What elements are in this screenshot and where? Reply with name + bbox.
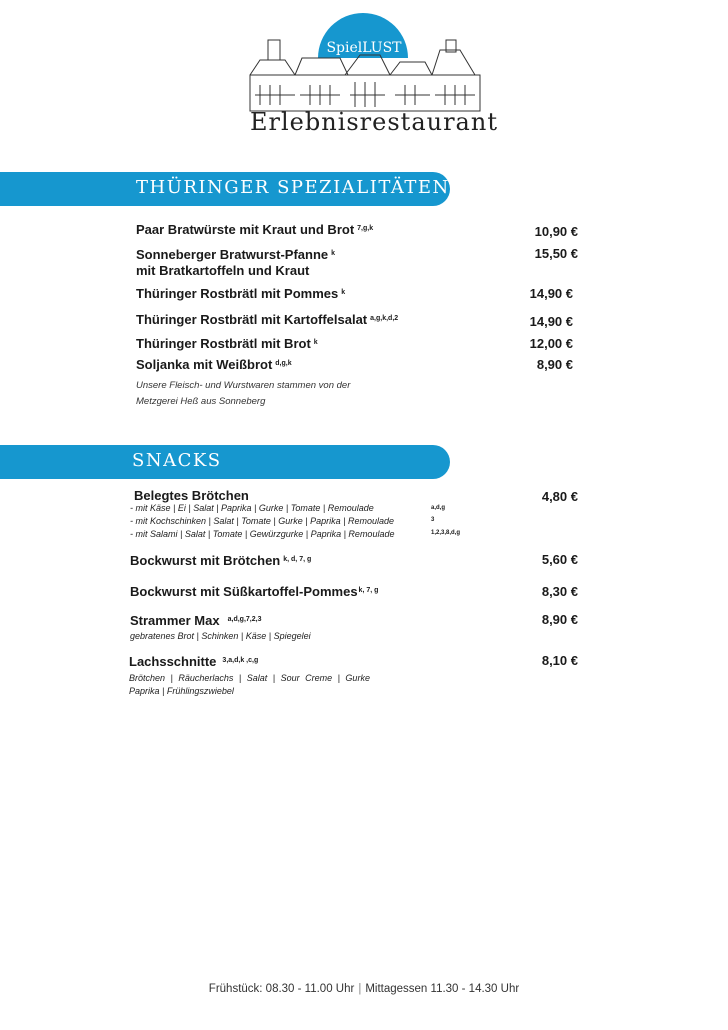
item-description: Paprika | Frühlingszwiebel [129,686,234,696]
menu-item: Thüringer Rostbrätl mit Kartoffelsalat $^{a,g,k,d,2}$ [136,312,399,327]
menu-price: 8,90 € [536,357,573,372]
menu-price: 14,90 € [529,314,573,329]
menu-price: 8,90 € [541,612,578,627]
menu-price: 4,80 € [541,489,578,504]
menu-item: Belegtes Brötchen [134,488,249,503]
item-description: Brötchen | Räucherlachs | Salat | Sour Creme | Gurke [129,673,370,683]
variant-line: - mit Kochschinken | Salat | Tomate | Gurke | Paprika | Remoulade [130,516,394,526]
opening-hours [0,983,728,995]
separator: | [358,983,362,995]
menu-price: 5,60 € [541,552,578,567]
menu-item: Bockwurst mit Brötchen $^{k, d, 7, g}$ [130,553,312,568]
menu-item: Strammer Max $^{a,d,g,7,2,3}$ [130,613,262,628]
menu-item: Paar Bratwürste mit Kraut und Brot $^{7,g,k}$ [136,222,374,237]
menu-item: Sonneberger Bratwurst-Pfanne $^k$ mit Bratkartoffeln und Kraut [136,247,336,278]
menu-price: 12,00 € [529,336,573,351]
menu-item: Bockwurst mit Süßkartoffel-Pommes$^{k, 7, g}$ [130,584,379,599]
menu-price: 15,50 € [534,246,578,261]
menu-price: 8,10 € [541,653,578,668]
menu-item: Soljanka mit Weißbrot $^{d,g,k}$ [136,357,292,372]
section-title: THÜRINGER SPEZIALITÄTEN [136,177,450,198]
allergen-tag: 1,2,3,8,d,g [431,530,461,536]
menu-price: 8,30 € [541,584,578,599]
section-title: SNACKS [132,450,222,471]
menu-item: Thüringer Rostbrätl mit Brot $^k$ [136,336,318,351]
section-header-snacks [0,445,450,479]
section-header-thueringer [0,172,450,206]
logo-brand: SpielLUST [326,40,402,56]
variant-line: - mit Salami | Salat | Tomate | Gewürzgurke | Paprika | Remoulade [130,529,395,539]
menu-item: Lachsschnitte $^{3,a,d,k ,c,g}$ [129,654,259,669]
allergen-tag: 3 [431,517,435,523]
menu-price: 14,90 € [529,286,573,301]
allergen-tag: a,d,g [431,505,446,511]
menu-item: Thüringer Rostbrätl mit Pommes $^k$ [136,286,346,301]
lunch-hours: Mittagessen 11.30 - 14.30 Uhr [365,983,520,995]
logo-subtitle: Erlebnisrestaurant [250,108,498,136]
menu-price: 10,90 € [534,224,578,239]
source-note: Unsere Fleisch- und Wurstwaren stammen von der Metzgerei Heß aus Sonneberg [136,380,351,407]
variant-line: - mit Käse | Ei | Salat | Paprika | Gurke | Tomate | Remoulade [130,503,374,513]
item-description: gebratenes Brot | Schinken | Käse | Spiegelei [130,631,311,641]
breakfast-hours: Frühstück: 08.30 - 11.00 Uhr [208,983,355,995]
